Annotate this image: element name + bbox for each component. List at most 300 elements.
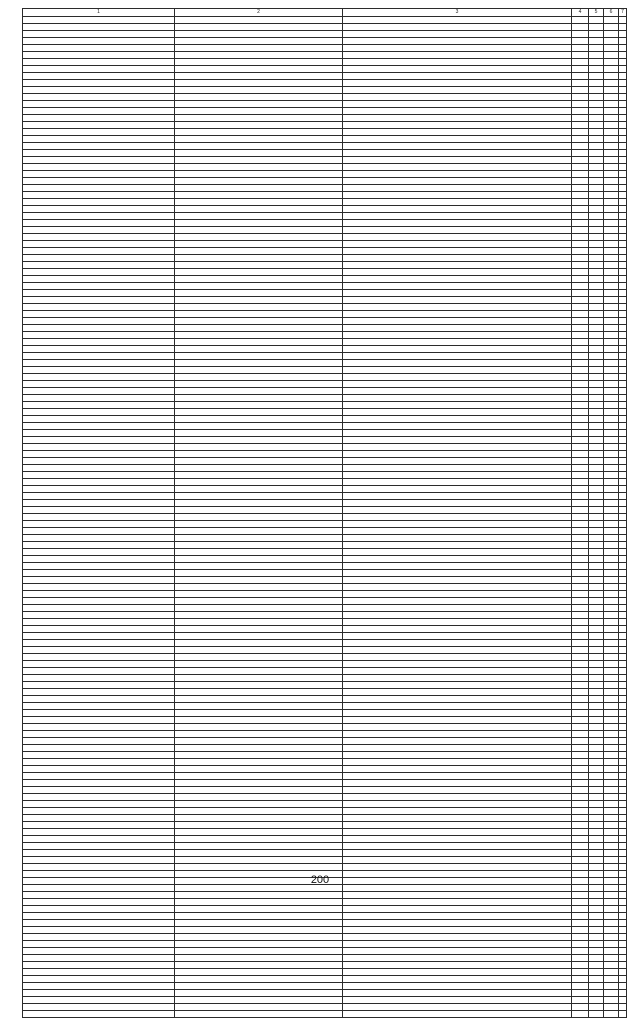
table-cell [175,843,343,850]
table-cell [604,549,619,556]
table-cell [619,640,627,647]
table-cell [175,122,343,129]
table-cell [604,500,619,507]
table-cell [604,752,619,759]
table-cell [175,773,343,780]
table-cell [619,528,627,535]
table-cell [604,430,619,437]
table-cell [604,619,619,626]
table-cell [175,745,343,752]
table-cell [589,787,604,794]
table-cell [175,724,343,731]
table-cell [343,220,572,227]
table-cell [175,31,343,38]
table-cell [343,1011,572,1018]
table-cell [343,969,572,976]
table-cell [604,150,619,157]
table-cell [604,913,619,920]
table-cell [619,101,627,108]
table-cell [604,1004,619,1011]
table-cell [23,38,175,45]
table-cell [589,710,604,717]
table-cell [175,822,343,829]
table-cell [589,290,604,297]
table-cell [589,906,604,913]
table-cell [572,612,589,619]
table-cell [619,598,627,605]
table-cell [589,31,604,38]
table-row [23,395,627,402]
table-cell [619,682,627,689]
table-cell [619,829,627,836]
table-cell [343,794,572,801]
table-row [23,339,627,346]
table-cell [619,703,627,710]
table-cell [23,857,175,864]
table-cell [23,570,175,577]
table-cell [589,542,604,549]
table-cell [619,794,627,801]
table-cell [572,227,589,234]
table-cell [175,87,343,94]
table-row [23,675,627,682]
table-cell [572,822,589,829]
table-cell [604,703,619,710]
table-cell [572,738,589,745]
table-cell [572,703,589,710]
table-cell [619,696,627,703]
table-cell [619,584,627,591]
table-cell [23,332,175,339]
table-cell [572,458,589,465]
table-cell [572,59,589,66]
table-cell [589,108,604,115]
table-cell [343,290,572,297]
table-cell [619,374,627,381]
table-cell [589,381,604,388]
table-cell [23,542,175,549]
table-cell [589,647,604,654]
table-cell [619,157,627,164]
table-cell [23,934,175,941]
table-cell [589,794,604,801]
table-cell [343,584,572,591]
table-cell [175,234,343,241]
table-cell [604,507,619,514]
table-cell [604,318,619,325]
table-cell [175,521,343,528]
table-cell [589,843,604,850]
page-number: 200 [310,874,330,886]
column-number-5: 5 [589,9,604,17]
table-cell [589,850,604,857]
table-cell [175,920,343,927]
table-cell [175,556,343,563]
table-cell [572,122,589,129]
table-cell [572,535,589,542]
table-cell [619,283,627,290]
table-cell [343,514,572,521]
table-cell [175,976,343,983]
table-cell [589,731,604,738]
table-cell [589,759,604,766]
table-cell [175,423,343,430]
table-row [23,759,627,766]
table-cell [619,339,627,346]
table-cell [175,1004,343,1011]
table-cell [619,297,627,304]
table-cell [572,360,589,367]
table-cell [619,689,627,696]
table-cell [175,934,343,941]
table-cell [572,283,589,290]
table-cell [572,367,589,374]
table-cell [589,570,604,577]
table-cell [589,318,604,325]
table-cell [572,220,589,227]
table-cell [604,521,619,528]
table-cell [604,927,619,934]
table-cell [23,773,175,780]
table-cell [604,955,619,962]
table-cell [589,465,604,472]
table-cell [619,73,627,80]
table-cell [343,367,572,374]
table-cell [572,808,589,815]
table-cell [589,822,604,829]
table-cell [604,633,619,640]
table-cell [604,367,619,374]
table-cell [619,997,627,1004]
table-row [23,269,627,276]
table-cell [175,199,343,206]
table-cell [23,465,175,472]
column-number-2: 2 [175,9,343,17]
table-cell [604,17,619,24]
table-cell [589,437,604,444]
table-cell [604,934,619,941]
table-cell [619,1011,627,1018]
table-cell [175,444,343,451]
table-cell [343,227,572,234]
table-cell [589,920,604,927]
table-cell [572,416,589,423]
table-cell [589,507,604,514]
table-cell [604,437,619,444]
table-cell [343,850,572,857]
column-number-4: 4 [572,9,589,17]
table-cell [589,136,604,143]
table-cell [604,388,619,395]
table-cell [604,815,619,822]
table-cell [589,899,604,906]
table-cell [343,129,572,136]
table-cell [572,815,589,822]
table-cell [343,269,572,276]
table-row [23,87,627,94]
table-cell [343,738,572,745]
table-cell [604,465,619,472]
table-cell [23,367,175,374]
table-row [23,220,627,227]
table-cell [23,668,175,675]
table-cell [23,955,175,962]
table-cell [23,913,175,920]
table-cell [23,157,175,164]
table-cell [175,542,343,549]
table-cell [343,633,572,640]
table-row [23,248,627,255]
table-cell [619,906,627,913]
table-cell [572,451,589,458]
table-cell [589,815,604,822]
table-cell [604,542,619,549]
table-cell [604,381,619,388]
table-cell [175,787,343,794]
table-cell [589,185,604,192]
table-cell [343,262,572,269]
table-cell [343,598,572,605]
table-cell [619,535,627,542]
table-cell [572,724,589,731]
table-cell [604,24,619,31]
table-cell [343,136,572,143]
table-cell [604,689,619,696]
table-row [23,472,627,479]
table-cell [23,801,175,808]
table-cell [343,843,572,850]
table-cell [572,906,589,913]
table-row [23,892,627,899]
table-cell [604,101,619,108]
table-row [23,255,627,262]
table-row [23,787,627,794]
table-row [23,976,627,983]
table-cell [589,304,604,311]
table-row [23,668,627,675]
table-cell [23,864,175,871]
table-cell [175,388,343,395]
table-cell [343,703,572,710]
table-cell [572,787,589,794]
table-cell [604,199,619,206]
table-row [23,570,627,577]
table-row [23,59,627,66]
table-cell [604,178,619,185]
table-cell [604,234,619,241]
table-cell [175,17,343,24]
table-cell [572,157,589,164]
table-row [23,430,627,437]
table-row [23,367,627,374]
table-cell [589,227,604,234]
table-cell [589,143,604,150]
table-cell [619,731,627,738]
table-cell [343,493,572,500]
table-cell [343,388,572,395]
table-row [23,346,627,353]
table-cell [23,101,175,108]
table-cell [175,836,343,843]
table-cell [175,129,343,136]
table-row [23,1011,627,1018]
table-cell [589,654,604,661]
table-cell [604,108,619,115]
table-row [23,899,627,906]
table-cell [589,367,604,374]
table-cell [23,682,175,689]
table-row [23,332,627,339]
table-cell [175,402,343,409]
table-cell [572,388,589,395]
table-cell [343,241,572,248]
table-cell [175,717,343,724]
table-cell [343,423,572,430]
table-cell [343,822,572,829]
table-cell [343,696,572,703]
table-cell [619,318,627,325]
table-cell [589,948,604,955]
table-cell [604,556,619,563]
table-cell [23,752,175,759]
table-cell [572,472,589,479]
table-cell [343,31,572,38]
table-row [23,80,627,87]
table-cell [23,780,175,787]
table-cell [175,304,343,311]
table-cell [619,913,627,920]
table-cell [175,864,343,871]
table-cell [175,752,343,759]
table-cell [589,115,604,122]
table-row [23,521,627,528]
table-cell [175,591,343,598]
table-cell [619,199,627,206]
table-cell [619,66,627,73]
table-row [23,108,627,115]
table-cell [589,38,604,45]
table-cell [175,241,343,248]
table-cell [604,66,619,73]
table-cell [572,836,589,843]
table-cell [175,780,343,787]
table-cell [604,346,619,353]
table-row [23,990,627,997]
table-cell [175,346,343,353]
table-cell [619,178,627,185]
table-cell [572,192,589,199]
table-cell [572,731,589,738]
table-cell [175,290,343,297]
table-cell [572,129,589,136]
table-cell [572,633,589,640]
table-cell [589,332,604,339]
table-cell [23,59,175,66]
table-cell [175,549,343,556]
table-cell [589,346,604,353]
table-cell [589,724,604,731]
table-cell [572,171,589,178]
table-cell [589,892,604,899]
table-cell [23,1004,175,1011]
table-cell [589,1004,604,1011]
table-cell [572,682,589,689]
table-cell [23,444,175,451]
table-cell [572,248,589,255]
table-cell [604,829,619,836]
table-cell [604,514,619,521]
table-cell [604,115,619,122]
table-cell [343,80,572,87]
table-cell [619,500,627,507]
repair-program-table [22,8,627,1018]
table-row [23,381,627,388]
table-cell [175,115,343,122]
table-cell [589,682,604,689]
table-cell [604,801,619,808]
table-cell [619,605,627,612]
table-cell [23,353,175,360]
table-row [23,388,627,395]
table-cell [175,325,343,332]
table-cell [23,108,175,115]
table-row [23,129,627,136]
table-cell [23,892,175,899]
table-cell [343,766,572,773]
table-cell [604,836,619,843]
table-cell [343,353,572,360]
table-cell [23,136,175,143]
table-cell [619,612,627,619]
table-row [23,549,627,556]
table-cell [572,843,589,850]
table-cell [619,549,627,556]
table-cell [604,395,619,402]
table-cell [604,682,619,689]
table-cell [23,689,175,696]
table-cell [619,255,627,262]
table-cell [175,143,343,150]
table-cell [23,185,175,192]
table-cell [23,213,175,220]
table-cell [604,220,619,227]
table-row [23,290,627,297]
table-cell [572,626,589,633]
table-cell [343,577,572,584]
table-cell [175,262,343,269]
table-cell [23,738,175,745]
table-cell [589,479,604,486]
table-row [23,416,627,423]
table-cell [23,962,175,969]
table-row [23,402,627,409]
table-cell [572,66,589,73]
table-cell [619,486,627,493]
table-cell [175,696,343,703]
table-cell [343,101,572,108]
table-cell [619,675,627,682]
table-cell [175,528,343,535]
table-cell [23,759,175,766]
table-cell [343,73,572,80]
table-cell [23,262,175,269]
table-cell [589,248,604,255]
table-cell [572,255,589,262]
table-row [23,94,627,101]
table-cell [343,115,572,122]
table-body [23,17,627,1018]
table-cell [572,598,589,605]
